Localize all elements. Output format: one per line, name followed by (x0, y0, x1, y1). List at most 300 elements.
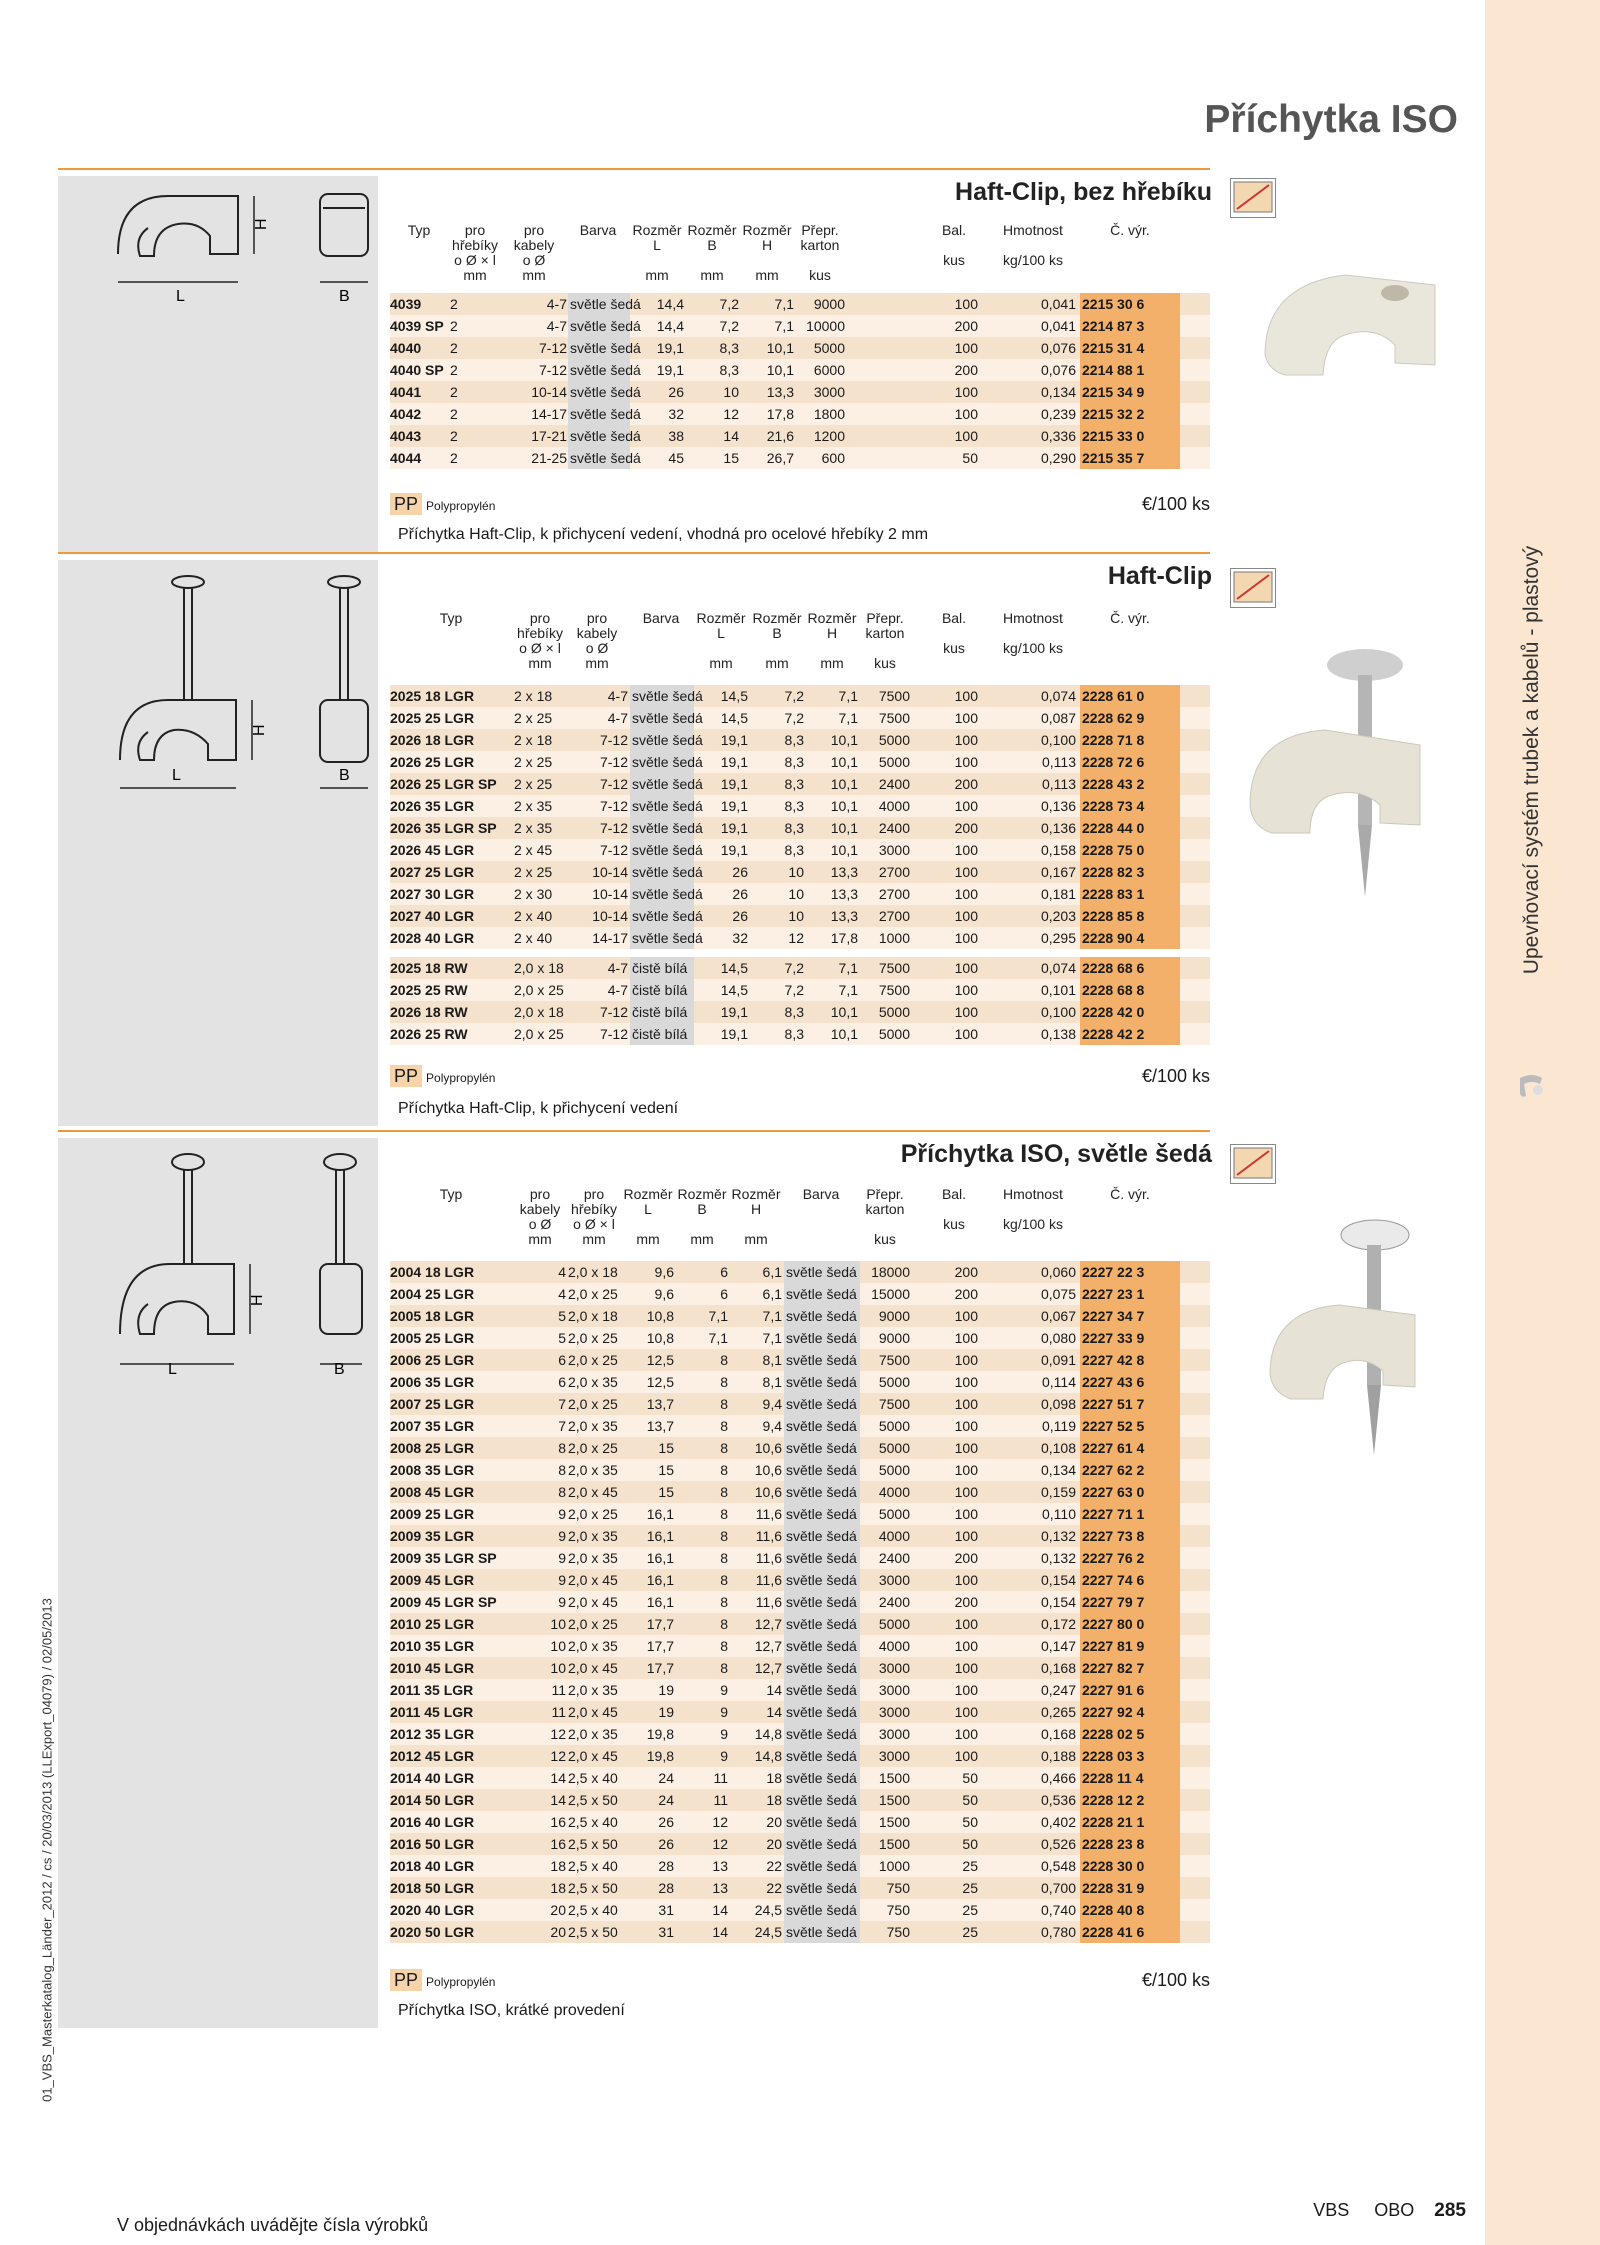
cell-rh: 10,1 (830, 776, 858, 792)
cell-typ: 2016 40 LGR (390, 1814, 475, 1830)
cell-rl: 9,6 (654, 1264, 674, 1280)
dim-label-b: B (334, 1361, 345, 1378)
cell-karton: 5000 (813, 340, 845, 356)
cell-col2: 2,0 x 35 (568, 1638, 618, 1654)
cell-col2: 7-12 (538, 340, 567, 356)
cell-bal: 100 (954, 428, 978, 444)
table-row (390, 1437, 1210, 1460)
cell-rl: 10,8 (646, 1330, 674, 1346)
cell-barva: světle šedá (630, 861, 694, 883)
column-header-karton: Přepr. karton kus (800, 222, 840, 283)
cell-col2: 2,0 x 25 (568, 1506, 618, 1522)
cell-rh: 10,1 (766, 340, 794, 356)
cell-rb: 8 (720, 1550, 728, 1566)
cell-karton: 9000 (878, 1308, 910, 1324)
clip-nail-dimension-drawing (58, 560, 378, 800)
cell-col1: 9 (558, 1528, 566, 1544)
cell-hmot: 0,740 (1040, 1902, 1076, 1918)
cell-rl: 28 (658, 1880, 674, 1896)
footer-note: V objednávkách uvádějte čísla výrobků (117, 2215, 429, 2235)
cell-bal: 100 (954, 842, 978, 858)
cell-col2: 2,0 x 35 (568, 1528, 618, 1544)
cell-typ: 2018 40 LGR (390, 1858, 475, 1874)
cell-bal: 100 (954, 754, 978, 770)
cell-karton: 5000 (878, 1418, 910, 1434)
cell-col2: 21-25 (531, 450, 567, 466)
cell-bal: 25 (962, 1858, 978, 1874)
cell-barva: světle šedá (784, 1503, 860, 1525)
cell-bal: 100 (954, 1682, 978, 1698)
cell-rb: 6 (720, 1286, 728, 1302)
cell-rl: 17,7 (646, 1660, 674, 1676)
cell-bal: 100 (954, 908, 978, 924)
cell-typ: 2007 25 LGR (390, 1396, 475, 1412)
cell-col2: 7-12 (599, 842, 628, 858)
cell-barva: světle šedá (784, 1789, 860, 1811)
cell-col1: 18 (550, 1880, 566, 1896)
cell-col2: 2,0 x 35 (568, 1418, 618, 1434)
cell-typ: 2026 25 LGR SP (390, 776, 497, 792)
column-header-hmot: Hmotnost kg/100 ks (1003, 222, 1063, 268)
dim-label-h: H (249, 1294, 266, 1306)
cell-cislo: 2228 83 1 (1080, 883, 1180, 905)
cell-col1: 2 x 25 (514, 776, 553, 792)
cell-hmot: 0,168 (1040, 1726, 1076, 1742)
cell-typ: 2026 45 LGR (390, 842, 475, 858)
cell-barva: světle šedá (630, 685, 694, 707)
cell-hmot: 0,113 (1042, 754, 1076, 770)
cell-cislo: 2228 85 8 (1080, 905, 1180, 927)
cell-col1: 16 (550, 1836, 566, 1852)
cell-hmot: 0,167 (1040, 864, 1076, 880)
cell-hmot: 0,100 (1040, 1004, 1076, 1020)
cell-col2: 2,5 x 40 (568, 1858, 618, 1874)
cell-karton: 7500 (878, 1396, 910, 1412)
cell-rb: 13 (712, 1880, 728, 1896)
table-row (390, 1833, 1210, 1856)
column-header-rl: Rozměr L mm (696, 610, 746, 671)
cell-rb: 8 (720, 1638, 728, 1654)
cell-rh: 11,6 (755, 1572, 782, 1588)
cell-bal: 100 (954, 1026, 978, 1042)
cell-typ: 2026 25 LGR (390, 754, 475, 770)
cell-rl: 17,7 (646, 1638, 674, 1654)
section-title: Příchytka ISO, světle šedá (900, 1140, 1212, 1168)
cell-rl: 19 (658, 1704, 674, 1720)
column-header-hmot: Hmotnost kg/100 ks (1003, 1186, 1063, 1232)
cell-cislo: 2227 82 7 (1080, 1657, 1180, 1679)
cell-hmot: 0,154 (1040, 1572, 1076, 1588)
cell-col1: 14 (550, 1770, 566, 1786)
cell-hmot: 0,091 (1040, 1352, 1076, 1368)
cell-karton: 5000 (878, 1616, 910, 1632)
cell-rh: 7,1 (774, 318, 794, 334)
cell-col2: 7-12 (599, 1026, 628, 1042)
cell-cislo: 2228 40 8 (1080, 1899, 1180, 1921)
cell-karton: 1500 (878, 1792, 910, 1808)
cell-rb: 8 (720, 1484, 728, 1500)
cell-rb: 8 (720, 1462, 728, 1478)
cell-rh: 10,1 (830, 842, 858, 858)
cell-karton: 2400 (878, 776, 910, 792)
column-header-rh: Rozměr H mm (731, 1186, 781, 1247)
cell-cislo: 2227 81 9 (1080, 1635, 1180, 1657)
table-row (390, 1569, 1210, 1592)
cell-col1: 18 (550, 1858, 566, 1874)
cell-col2: 2,0 x 35 (568, 1550, 618, 1566)
cell-cislo: 2228 82 3 (1080, 861, 1180, 883)
cell-karton: 3000 (878, 1726, 910, 1742)
product-photo-iso-clip (1255, 1205, 1455, 1470)
cell-rb: 10 (723, 384, 739, 400)
cell-bal: 100 (954, 1616, 978, 1632)
cell-rh: 17,8 (830, 930, 858, 946)
cell-typ: 2011 45 LGR (390, 1704, 474, 1720)
cell-rh: 13,3 (830, 864, 858, 880)
cell-cislo: 2227 43 6 (1080, 1371, 1180, 1393)
cell-rh: 24,5 (754, 1924, 782, 1940)
cell-hmot: 0,041 (1040, 318, 1076, 334)
cell-bal: 100 (954, 1462, 978, 1478)
cell-bal: 100 (954, 930, 978, 946)
cell-rh: 10,1 (830, 754, 858, 770)
dim-label-h: H (253, 218, 270, 230)
cell-karton: 2700 (878, 886, 910, 902)
cell-col2: 2,5 x 40 (568, 1902, 618, 1918)
cell-typ: 2010 25 LGR (390, 1616, 475, 1632)
cell-barva: světle šedá (568, 315, 630, 337)
cell-col2: 7-12 (599, 754, 628, 770)
cell-col1: 12 (550, 1748, 566, 1764)
cell-col1: 4 (558, 1264, 566, 1280)
table-row (390, 1415, 1210, 1438)
cell-bal: 100 (954, 1004, 978, 1020)
cell-rh: 8,1 (762, 1352, 782, 1368)
column-header-col2: pro kabely o Ø mm (576, 610, 618, 671)
cell-rl: 14,5 (720, 710, 748, 726)
section-divider (58, 1130, 1210, 1132)
cell-barva: světle šedá (784, 1657, 860, 1679)
column-header-col1: pro hřebíky o Ø × l mm (452, 222, 498, 283)
cell-hmot: 0,134 (1040, 384, 1076, 400)
cell-typ: 2009 35 LGR (390, 1528, 475, 1544)
cell-hmot: 0,168 (1040, 1660, 1076, 1676)
cell-rb: 8 (720, 1572, 728, 1588)
cell-bal: 100 (954, 864, 978, 880)
cell-col1: 2,0 x 18 (514, 960, 564, 976)
cell-hmot: 0,295 (1040, 930, 1076, 946)
cell-bal: 25 (962, 1880, 978, 1896)
cell-rl: 32 (668, 406, 684, 422)
cell-col1: 7 (558, 1418, 566, 1434)
material-line (390, 494, 495, 515)
cell-hmot: 0,188 (1040, 1748, 1076, 1764)
cell-rb: 12 (723, 406, 739, 422)
cell-bal: 100 (954, 1484, 978, 1500)
cell-hmot: 0,536 (1040, 1792, 1076, 1808)
table-row (390, 1591, 1210, 1614)
cell-typ: 2010 45 LGR (390, 1660, 475, 1676)
cell-col1: 10 (550, 1638, 566, 1654)
cell-barva: světle šedá (630, 839, 694, 861)
cell-barva: světle šedá (784, 1305, 860, 1327)
cell-hmot: 0,136 (1040, 798, 1076, 814)
cell-cislo: 2228 30 0 (1080, 1855, 1180, 1877)
cell-typ: 4040 SP (390, 362, 444, 378)
cell-barva: čistě bílá (630, 957, 694, 979)
cell-bal: 200 (954, 1286, 978, 1302)
cell-barva: světle šedá (568, 447, 630, 469)
table-row (390, 359, 1210, 382)
cell-col2: 4-7 (607, 982, 628, 998)
cell-rb: 10 (788, 908, 804, 924)
cell-rl: 16,1 (646, 1594, 674, 1610)
table-row (390, 1877, 1210, 1900)
cell-bal: 200 (954, 318, 978, 334)
cell-karton: 7500 (878, 1352, 910, 1368)
cell-rh: 10,1 (830, 820, 858, 836)
material-name: Polypropylén (426, 1975, 496, 1989)
cell-rl: 45 (668, 450, 684, 466)
column-header-typ: Typ (439, 610, 463, 626)
cell-karton: 3000 (878, 1660, 910, 1676)
cell-cislo: 2215 30 6 (1080, 293, 1180, 315)
cell-rh: 11,6 (755, 1594, 782, 1610)
cell-cislo: 2228 73 4 (1080, 795, 1180, 817)
cell-karton: 4000 (878, 798, 910, 814)
column-header-rh: Rozměr H mm (742, 222, 792, 283)
column-header-barva: Barva (579, 222, 617, 238)
column-header-col2: pro hřebíky o Ø × l mm (571, 1186, 617, 1247)
cell-bal: 100 (954, 982, 978, 998)
cell-rh: 13,3 (766, 384, 794, 400)
cell-rb: 7,2 (784, 982, 804, 998)
cell-rh: 26,7 (766, 450, 794, 466)
cell-cislo: 2227 22 3 (1080, 1261, 1180, 1283)
table-row (390, 1001, 1210, 1024)
cell-rb: 8,3 (784, 776, 804, 792)
table-row (390, 1679, 1210, 1702)
cell-hmot: 0,466 (1040, 1770, 1076, 1786)
cell-col2: 2,0 x 25 (568, 1286, 618, 1302)
cell-hmot: 0,526 (1040, 1836, 1076, 1852)
cell-rh: 10,1 (830, 798, 858, 814)
cell-cislo: 2228 23 8 (1080, 1833, 1180, 1855)
footer-brand-vbs: VBS (1313, 2200, 1350, 2220)
cell-rh: 24,5 (754, 1902, 782, 1918)
cell-barva: světle šedá (784, 1459, 860, 1481)
cell-bal: 100 (954, 1374, 978, 1390)
cell-rb: 7,2 (719, 318, 739, 334)
cell-rh: 10,1 (766, 362, 794, 378)
column-header-col1: pro kabely o Ø mm (519, 1186, 561, 1247)
column-header-barva: Barva (802, 1186, 840, 1202)
cell-cislo: 2227 34 7 (1080, 1305, 1180, 1327)
cell-barva: čistě bílá (630, 1023, 694, 1045)
cell-karton: 7500 (878, 960, 910, 976)
cell-barva: světle šedá (630, 707, 694, 729)
table-row (390, 315, 1210, 338)
cell-barva: světle šedá (784, 1283, 860, 1305)
certification-logo (1230, 178, 1276, 218)
cell-hmot: 0,041 (1040, 296, 1076, 312)
table-row (390, 447, 1210, 470)
material-tag: PP (390, 1969, 422, 1991)
cell-typ: 2028 40 LGR (390, 930, 475, 946)
cell-bal: 200 (954, 776, 978, 792)
cell-rb: 8 (720, 1616, 728, 1632)
cell-col1: 2 x 35 (514, 798, 553, 814)
cell-rl: 13,7 (646, 1396, 674, 1412)
product-description: Příchytka Haft-Clip, k přichycení vedení (398, 1100, 679, 1117)
cell-hmot: 0,336 (1040, 428, 1076, 444)
cell-bal: 200 (954, 1550, 978, 1566)
cell-barva: světle šedá (630, 927, 694, 949)
cell-typ: 2008 45 LGR (390, 1484, 475, 1500)
cell-typ: 4039 (390, 296, 422, 312)
cell-col2: 2,5 x 40 (568, 1770, 618, 1786)
cell-col1: 10 (550, 1660, 566, 1676)
cell-rb: 8,3 (784, 842, 804, 858)
cell-rb: 8 (720, 1506, 728, 1522)
cell-bal: 25 (962, 1924, 978, 1940)
cell-bal: 100 (954, 340, 978, 356)
cell-bal: 100 (954, 1726, 978, 1742)
cell-col2: 2,0 x 35 (568, 1726, 618, 1742)
cell-rh: 22 (766, 1858, 782, 1874)
cell-barva: světle šedá (568, 293, 630, 315)
cell-cislo: 2228 42 0 (1080, 1001, 1180, 1023)
cell-barva: světle šedá (784, 1393, 860, 1415)
cell-hmot: 0,239 (1040, 406, 1076, 422)
cell-col1: 2 (450, 406, 458, 422)
cell-rb: 8 (720, 1594, 728, 1610)
column-header-bal: Bal. kus (941, 1186, 967, 1232)
cell-karton: 5000 (878, 732, 910, 748)
column-header-barva: Barva (642, 610, 680, 626)
table-row (390, 425, 1210, 448)
cell-rl: 19,1 (720, 754, 748, 770)
cell-typ: 2020 40 LGR (390, 1902, 475, 1918)
cell-bal: 100 (954, 1418, 978, 1434)
cell-rl: 13,7 (646, 1418, 674, 1434)
cell-rl: 24 (658, 1792, 674, 1808)
cell-hmot: 0,132 (1040, 1550, 1076, 1566)
cell-bal: 200 (954, 1264, 978, 1280)
cell-typ: 4042 (390, 406, 422, 422)
cell-cislo: 2228 41 6 (1080, 1921, 1180, 1943)
column-header-col2: pro kabely o Ø mm (513, 222, 555, 283)
cell-rh: 9,4 (762, 1418, 782, 1434)
cell-rl: 26 (732, 908, 748, 924)
cell-hmot: 0,159 (1040, 1484, 1076, 1500)
cell-karton: 2700 (878, 864, 910, 880)
page-number: 285 (1434, 2200, 1466, 2221)
cell-bal: 100 (954, 732, 978, 748)
cell-bal: 25 (962, 1902, 978, 1918)
cell-col2: 2,0 x 18 (568, 1264, 618, 1280)
cell-barva: světle šedá (784, 1261, 860, 1283)
cell-hmot: 0,265 (1040, 1704, 1076, 1720)
cell-rh: 18 (766, 1792, 782, 1808)
cell-col2: 4-7 (607, 688, 628, 704)
cell-cislo: 2228 31 9 (1080, 1877, 1180, 1899)
cell-col1: 2 x 35 (514, 820, 553, 836)
cell-karton: 3000 (878, 842, 910, 858)
cell-rb: 8,3 (784, 754, 804, 770)
cell-rl: 38 (668, 428, 684, 444)
material-name: Polypropylén (426, 499, 496, 513)
cell-barva: světle šedá (784, 1811, 860, 1833)
cell-col1: 7 (558, 1396, 566, 1412)
cell-karton: 1200 (813, 428, 845, 444)
table-row (390, 1283, 1210, 1306)
cell-col2: 7-12 (599, 1004, 628, 1020)
cell-col1: 11 (551, 1704, 566, 1720)
cell-typ: 4040 (390, 340, 422, 356)
technical-drawing (58, 1138, 378, 2028)
cell-cislo: 2227 76 2 (1080, 1547, 1180, 1569)
cell-karton: 1500 (878, 1836, 910, 1852)
cell-col2: 2,0 x 35 (568, 1462, 618, 1478)
cell-cislo: 2228 71 8 (1080, 729, 1180, 751)
cell-cislo: 2228 02 5 (1080, 1723, 1180, 1745)
cell-barva: světle šedá (784, 1767, 860, 1789)
cell-rh: 20 (766, 1836, 782, 1852)
cell-barva: světle šedá (784, 1701, 860, 1723)
cell-typ: 2016 50 LGR (390, 1836, 475, 1852)
cell-rl: 17,7 (646, 1616, 674, 1632)
cell-rh: 7,1 (774, 296, 794, 312)
cell-karton: 2400 (878, 1594, 910, 1610)
cell-karton: 5000 (878, 1440, 910, 1456)
cell-cislo: 2228 68 8 (1080, 979, 1180, 1001)
product-photo-haft-clip (1245, 245, 1455, 400)
cell-typ: 2009 25 LGR (390, 1506, 475, 1522)
cell-rh: 6,1 (762, 1264, 782, 1280)
column-header-cislo: Č. výr. (1110, 610, 1150, 626)
cell-typ: 2025 18 RW (390, 960, 468, 976)
cell-karton: 1800 (813, 406, 845, 422)
cell-rh: 12,7 (754, 1616, 782, 1632)
cell-rl: 31 (658, 1902, 674, 1918)
iso-clip-dimension-drawing (58, 1138, 378, 1378)
cell-rb: 9 (720, 1704, 728, 1720)
cell-col1: 8 (558, 1462, 566, 1478)
cell-col2: 4-7 (607, 960, 628, 976)
cell-bal: 100 (954, 1330, 978, 1346)
table-row (390, 1261, 1210, 1284)
cell-bal: 100 (954, 710, 978, 726)
cell-bal: 100 (954, 1704, 978, 1720)
table-row (390, 979, 1210, 1002)
cell-cislo: 2227 79 7 (1080, 1591, 1180, 1613)
cell-col1: 2 (450, 296, 458, 312)
cell-bal: 100 (954, 1528, 978, 1544)
material-tag: PP (390, 493, 422, 515)
cell-karton: 5000 (878, 1374, 910, 1390)
cell-col2: 2,0 x 45 (568, 1660, 618, 1676)
cell-barva: světle šedá (630, 817, 694, 839)
cell-bal: 100 (954, 1660, 978, 1676)
cell-cislo: 2227 74 6 (1080, 1569, 1180, 1591)
table-row (390, 729, 1210, 752)
table-row (390, 1657, 1210, 1680)
cell-col1: 12 (550, 1726, 566, 1742)
cell-typ: 2025 18 LGR (390, 688, 475, 704)
cell-col2: 7-12 (599, 776, 628, 792)
cell-karton: 18000 (871, 1264, 910, 1280)
